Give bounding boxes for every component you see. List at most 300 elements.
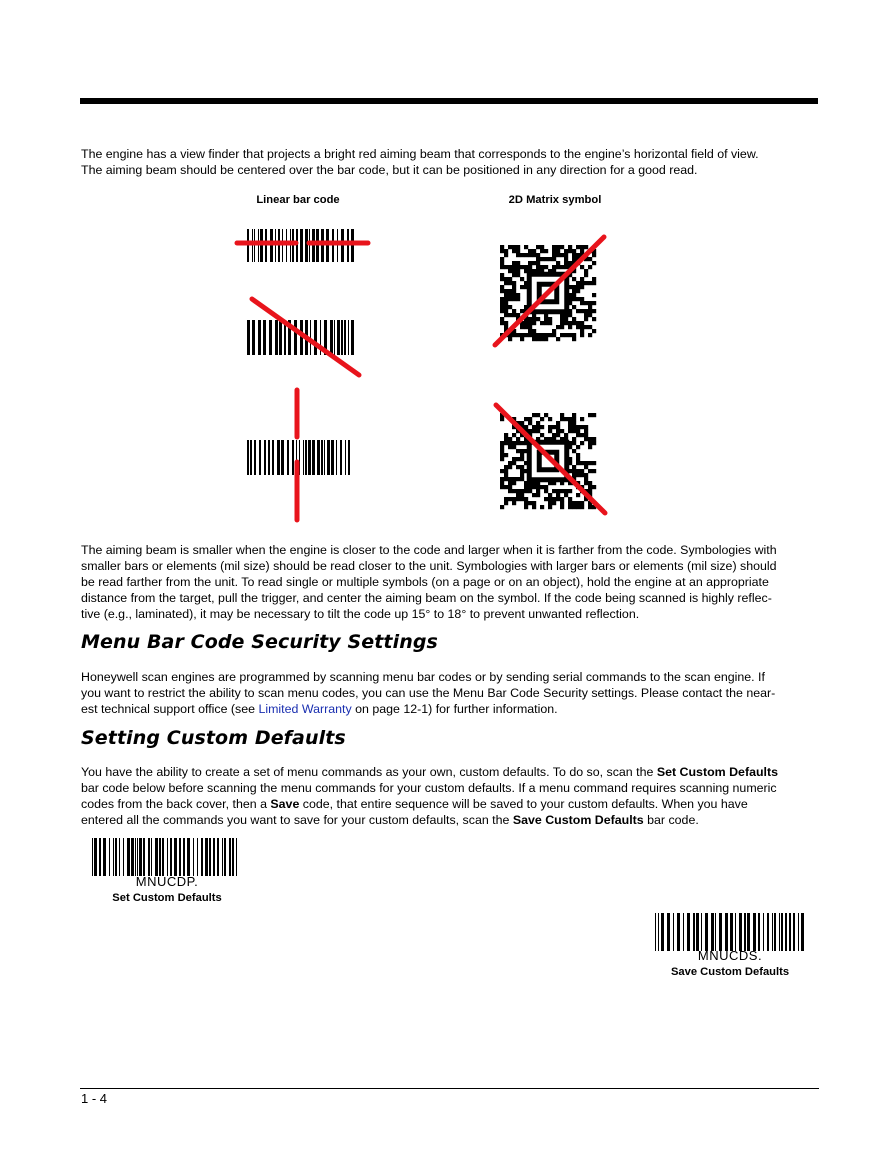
matrix-module xyxy=(520,337,524,341)
matrix-module xyxy=(504,301,508,305)
matrix-module xyxy=(508,289,512,293)
linear-bar xyxy=(324,440,325,475)
barcode-bar xyxy=(123,838,124,876)
barcode-bar xyxy=(217,838,219,876)
matrix-module xyxy=(588,445,592,449)
matrix-module xyxy=(548,425,552,429)
matrix-module xyxy=(512,445,516,449)
matrix-module xyxy=(588,301,592,305)
matrix-module xyxy=(512,281,516,285)
matrix-module xyxy=(584,473,588,477)
matrix-module xyxy=(500,485,504,489)
matrix-module xyxy=(580,265,584,269)
matrix-module xyxy=(500,449,504,453)
matrix-module xyxy=(576,309,580,313)
matrix-module xyxy=(540,321,544,325)
matrix-module xyxy=(532,429,536,433)
matrix-module xyxy=(588,441,592,445)
matrix-module xyxy=(572,297,576,301)
matrix-module xyxy=(504,497,508,501)
matrix-module xyxy=(516,441,520,445)
matrix-module xyxy=(568,497,572,501)
matrix-module xyxy=(552,257,556,261)
matrix-module xyxy=(504,501,508,505)
matrix-module xyxy=(572,505,576,509)
matrix-module xyxy=(536,493,540,497)
defaults-line-3-end: code, that entire sequence will be saved to your custom defaults. When you have xyxy=(299,797,748,811)
matrix-module xyxy=(508,337,512,341)
linear-bar xyxy=(247,320,250,355)
defaults-heading: Setting Custom Defaults xyxy=(81,727,346,749)
matrix-module xyxy=(552,333,556,337)
linear-bar xyxy=(296,229,298,262)
matrix-module xyxy=(508,313,512,317)
matrix-module xyxy=(544,333,548,337)
matrix-module xyxy=(552,265,556,269)
matrix-module xyxy=(540,417,544,421)
barcode-bar xyxy=(683,913,684,951)
matrix-module xyxy=(544,321,548,325)
matrix-module xyxy=(568,245,572,249)
matrix-module xyxy=(536,429,540,433)
matrix-module xyxy=(504,441,508,445)
matrix-module xyxy=(580,505,584,509)
security-line-2: you want to restrict the ability to scan menu codes, you can use the Menu Bar Code Security settings. Please contact the near- xyxy=(81,686,776,700)
matrix-module xyxy=(584,425,588,429)
matrix-module xyxy=(504,477,508,481)
matrix-module xyxy=(564,317,568,321)
barcode-bar xyxy=(119,838,120,876)
matrix-module xyxy=(572,425,576,429)
matrix-module xyxy=(536,317,540,321)
matrix-module xyxy=(528,253,532,257)
barcode-bar xyxy=(785,913,787,951)
matrix-module xyxy=(572,469,576,473)
matrix-module xyxy=(536,421,540,425)
defaults-paragraph xyxy=(81,764,818,828)
matrix-module xyxy=(584,429,588,433)
linear-bar xyxy=(305,229,308,262)
matrix-module xyxy=(520,453,524,457)
barcode-human-readable: MNUCDP. xyxy=(135,874,199,889)
linear-bar xyxy=(277,440,280,475)
matrix-module xyxy=(504,321,508,325)
matrix-module xyxy=(584,325,588,329)
matrix-module xyxy=(520,465,524,469)
aiming-paragraph xyxy=(81,542,818,622)
barcode-bar xyxy=(167,838,168,876)
matrix-module xyxy=(548,257,552,261)
matrix-module xyxy=(524,417,528,421)
matrix-module xyxy=(532,253,536,257)
matrix-module xyxy=(552,329,556,333)
matrix-module xyxy=(584,309,588,313)
matrix-module xyxy=(568,429,572,433)
matrix-module xyxy=(588,469,592,473)
matrix-module xyxy=(528,429,532,433)
matrix-module xyxy=(504,465,508,469)
matrix-module xyxy=(560,333,564,337)
matrix-module xyxy=(588,257,592,261)
matrix-module xyxy=(508,477,512,481)
matrix-module xyxy=(540,433,544,437)
matrix-module xyxy=(568,261,572,265)
matrix-module xyxy=(504,305,508,309)
matrix-module xyxy=(524,245,528,249)
matrix-module xyxy=(504,253,508,257)
linear-bar xyxy=(300,229,303,262)
matrix-module xyxy=(592,441,596,445)
matrix-module xyxy=(568,489,572,493)
matrix-module xyxy=(564,333,568,337)
matrix-module xyxy=(572,421,576,425)
matrix-module xyxy=(560,429,564,433)
barcode-bar xyxy=(159,838,161,876)
matrix-module xyxy=(580,417,584,421)
barcode-bar xyxy=(148,838,150,876)
matrix-module xyxy=(528,417,532,421)
matrix-module xyxy=(528,325,532,329)
barcode-bar xyxy=(143,838,145,876)
matrix-module xyxy=(564,417,568,421)
matrix-module xyxy=(572,337,576,341)
matrix-module xyxy=(520,477,524,481)
matrix-module xyxy=(512,293,516,297)
matrix-module xyxy=(580,245,584,249)
matrix-module xyxy=(504,437,508,441)
matrix-module xyxy=(548,333,552,337)
matrix-module xyxy=(592,277,596,281)
barcode-bar xyxy=(793,913,795,951)
matrix-module xyxy=(516,261,520,265)
matrix-module xyxy=(536,253,540,257)
matrix-module xyxy=(500,257,504,261)
matrix-module xyxy=(528,421,532,425)
matrix-module xyxy=(556,337,560,341)
matrix-module xyxy=(528,489,532,493)
barcode-bar xyxy=(781,913,783,951)
matrix-module xyxy=(512,501,516,505)
matrix-module xyxy=(500,469,504,473)
matrix-module xyxy=(572,333,576,337)
matrix-module xyxy=(504,485,508,489)
barcode-bar xyxy=(730,913,733,951)
matrix-module xyxy=(580,297,584,301)
set-custom-defaults-caption: Set Custom Defaults xyxy=(112,892,222,904)
matrix-module xyxy=(532,505,536,509)
matrix-module xyxy=(536,489,540,493)
security-heading: Menu Bar Code Security Settings xyxy=(81,631,438,653)
matrix-symbol-label: 2D Matrix symbol xyxy=(508,194,602,206)
matrix-module xyxy=(572,429,576,433)
barcode-bars xyxy=(647,913,813,953)
matrix-module xyxy=(516,493,520,497)
matrix-module xyxy=(588,413,592,417)
linear-bar xyxy=(268,440,270,475)
matrix-module xyxy=(552,425,556,429)
set-custom-defaults-barcode[interactable] xyxy=(82,836,252,892)
matrix-module xyxy=(584,477,588,481)
matrix-module xyxy=(556,489,560,493)
matrix-module xyxy=(508,441,512,445)
defaults-line-1-start: You have the ability to create a set of menu commands as your own, custom defaults. To do so, scan the xyxy=(81,765,657,779)
matrix-module xyxy=(500,301,504,305)
matrix-module xyxy=(500,289,504,293)
aiming-line-1: The aiming beam is smaller when the engine is closer to the code and larger when it is farther from the code. Symbologies with xyxy=(81,543,777,557)
limited-warranty-link[interactable]: Limited Warranty xyxy=(258,702,352,716)
matrix-module xyxy=(536,337,540,341)
matrix-module xyxy=(544,489,548,493)
matrix-module xyxy=(572,441,576,445)
matrix-module xyxy=(536,257,540,261)
matrix-module xyxy=(576,445,580,449)
matrix-module xyxy=(524,425,528,429)
matrix-module xyxy=(532,261,536,265)
matrix-module xyxy=(556,429,560,433)
matrix-module xyxy=(572,289,576,293)
save-custom-defaults-barcode[interactable] xyxy=(647,911,813,967)
matrix-module xyxy=(568,501,572,505)
barcode-bar xyxy=(747,913,750,951)
matrix-module xyxy=(592,261,596,265)
matrix-module xyxy=(500,249,504,253)
matrix-module xyxy=(520,285,524,289)
matrix-module xyxy=(512,285,516,289)
linear-barcode-diagonal-beam xyxy=(247,320,354,355)
matrix-module xyxy=(568,505,572,509)
matrix-module xyxy=(536,425,540,429)
linear-bar xyxy=(269,320,272,355)
barcode-bar xyxy=(236,838,237,876)
matrix-module xyxy=(516,297,520,301)
matrix-module xyxy=(508,465,512,469)
matrix-module xyxy=(540,485,544,489)
matrix-module xyxy=(512,333,516,337)
matrix-module xyxy=(512,313,516,317)
matrix-symbol-cross-diagonal-beam xyxy=(500,413,596,509)
matrix-module xyxy=(520,441,524,445)
matrix-module xyxy=(584,273,588,277)
matrix-module xyxy=(572,293,576,297)
matrix-module xyxy=(512,497,516,501)
matrix-module xyxy=(564,261,568,265)
linear-bar xyxy=(292,440,294,475)
matrix-module xyxy=(576,457,580,461)
barcode-bar xyxy=(673,913,674,951)
matrix-module xyxy=(588,437,592,441)
linear-bar xyxy=(250,440,252,475)
matrix-module xyxy=(508,489,512,493)
matrix-module xyxy=(524,253,528,257)
matrix-module xyxy=(588,309,592,313)
matrix-module xyxy=(568,421,572,425)
barcode-bar xyxy=(789,913,791,951)
matrix-module xyxy=(540,245,544,249)
matrix-module xyxy=(504,289,508,293)
matrix-module xyxy=(516,253,520,257)
matrix-module xyxy=(516,457,520,461)
matrix-module xyxy=(580,281,584,285)
matrix-module xyxy=(500,261,504,265)
matrix-module xyxy=(584,437,588,441)
matrix-module xyxy=(576,493,580,497)
matrix-module xyxy=(508,485,512,489)
matrix-module xyxy=(576,429,580,433)
security-paragraph xyxy=(81,669,818,717)
matrix-module xyxy=(548,505,552,509)
matrix-module xyxy=(512,249,516,253)
aiming-line-4: distance from the target, pull the trigger, and center the aiming beam on the symbol. If the code being scanned is highly reflec- xyxy=(81,591,772,605)
matrix-module xyxy=(508,437,512,441)
matrix-module xyxy=(572,253,576,257)
linear-bar xyxy=(263,320,266,355)
barcode-bar xyxy=(687,913,690,951)
matrix-module xyxy=(504,453,508,457)
matrix-module xyxy=(556,497,560,501)
aiming-line-3: be read farther from the unit. To read single or multiple symbols (on a page or on an object), hold the engine at an appropriate xyxy=(81,575,769,589)
barcode-bar xyxy=(655,913,656,951)
linear-bar xyxy=(341,320,343,355)
matrix-module xyxy=(592,253,596,257)
matrix-module xyxy=(592,293,596,297)
matrix-module xyxy=(584,281,588,285)
matrix-module xyxy=(592,301,596,305)
matrix-module xyxy=(572,465,576,469)
matrix-module xyxy=(560,497,564,501)
barcode-human-readable: MNUCDS. xyxy=(697,948,763,963)
matrix-module xyxy=(528,265,532,269)
matrix-module xyxy=(556,325,560,329)
matrix-module xyxy=(544,337,548,341)
matrix-module xyxy=(576,325,580,329)
matrix-module xyxy=(576,469,580,473)
barcode-bar xyxy=(209,838,211,876)
linear-bar xyxy=(321,440,323,475)
matrix-module xyxy=(512,265,516,269)
matrix-module xyxy=(544,413,548,417)
barcode-bar xyxy=(135,838,136,876)
matrix-module xyxy=(584,433,588,437)
barcode-bar xyxy=(197,838,198,876)
matrix-module xyxy=(572,501,576,505)
matrix-module xyxy=(516,313,520,317)
barcode-bar xyxy=(801,913,804,951)
matrix-module xyxy=(528,249,532,253)
matrix-module xyxy=(584,465,588,469)
matrix-module xyxy=(560,325,564,329)
matrix-module xyxy=(576,281,580,285)
matrix-module xyxy=(500,453,504,457)
defaults-line-4-end: bar code. xyxy=(643,813,699,827)
matrix-module xyxy=(520,309,524,313)
defaults-line-3-start: codes from the back cover, then a xyxy=(81,797,271,811)
matrix-module xyxy=(500,457,504,461)
linear-bar xyxy=(331,440,334,475)
matrix-module xyxy=(536,413,540,417)
barcode-bar xyxy=(744,913,746,951)
barcode-bar xyxy=(767,913,769,951)
matrix-module xyxy=(588,461,592,465)
matrix-module xyxy=(504,293,508,297)
barcode-bar xyxy=(715,913,716,951)
intro-line-2: The aiming beam should be centered over the bar code, but it can be positioned in any direction for a good read. xyxy=(81,163,698,177)
matrix-module xyxy=(544,497,548,501)
matrix-module xyxy=(524,485,528,489)
matrix-module xyxy=(540,425,544,429)
matrix-module xyxy=(564,489,568,493)
matrix-module xyxy=(528,485,532,489)
matrix-module xyxy=(544,317,548,321)
matrix-module xyxy=(500,245,504,249)
linear-bar xyxy=(327,440,330,475)
page-number: 1 - 4 xyxy=(81,1091,108,1106)
matrix-module xyxy=(568,333,572,337)
matrix-module xyxy=(512,441,516,445)
matrix-module xyxy=(520,497,524,501)
matrix-module xyxy=(516,489,520,493)
matrix-module xyxy=(556,253,560,257)
matrix-module xyxy=(580,321,584,325)
matrix-module xyxy=(580,473,584,477)
matrix-module xyxy=(592,281,596,285)
matrix-module xyxy=(556,265,560,269)
matrix-module xyxy=(560,417,564,421)
barcode-bar xyxy=(222,838,223,876)
matrix-module xyxy=(528,329,532,333)
matrix-module xyxy=(516,437,520,441)
matrix-module xyxy=(560,489,564,493)
matrix-module xyxy=(556,493,560,497)
defaults-line-4-start: entered all the commands you want to save for your custom defaults, scan the xyxy=(81,813,513,827)
matrix-module xyxy=(548,321,552,325)
barcode-bar xyxy=(99,838,101,876)
barcode-bar xyxy=(131,838,134,876)
matrix-module xyxy=(536,333,540,337)
matrix-module xyxy=(564,493,568,497)
matrix-module xyxy=(516,293,520,297)
aiming-line-2: smaller bars or elements (mil size) should be read closer to the unit. Symbologies with larger bars or elements (mil size) should xyxy=(81,559,777,573)
barcode-bar xyxy=(193,838,194,876)
matrix-module xyxy=(572,277,576,281)
linear-bar xyxy=(281,440,284,475)
linear-bar xyxy=(294,320,297,355)
matrix-module xyxy=(524,501,528,505)
matrix-module xyxy=(572,437,576,441)
matrix-module xyxy=(552,501,556,505)
footer-rule xyxy=(80,1088,819,1089)
matrix-module xyxy=(528,501,532,505)
matrix-module xyxy=(512,261,516,265)
linear-bar xyxy=(279,320,282,355)
linear-bar xyxy=(254,440,256,475)
matrix-module xyxy=(532,321,536,325)
matrix-module xyxy=(528,261,532,265)
matrix-module xyxy=(500,481,504,485)
matrix-module xyxy=(580,333,584,337)
matrix-module xyxy=(512,269,516,273)
matrix-module xyxy=(576,425,580,429)
matrix-module xyxy=(504,473,508,477)
matrix-module xyxy=(560,413,564,417)
matrix-module xyxy=(508,481,512,485)
matrix-module xyxy=(520,473,524,477)
matrix-module xyxy=(516,333,520,337)
matrix-module xyxy=(572,305,576,309)
matrix-module xyxy=(524,325,528,329)
linear-barcode-label: Linear bar code xyxy=(256,194,340,206)
matrix-module xyxy=(592,469,596,473)
matrix-module xyxy=(588,325,592,329)
